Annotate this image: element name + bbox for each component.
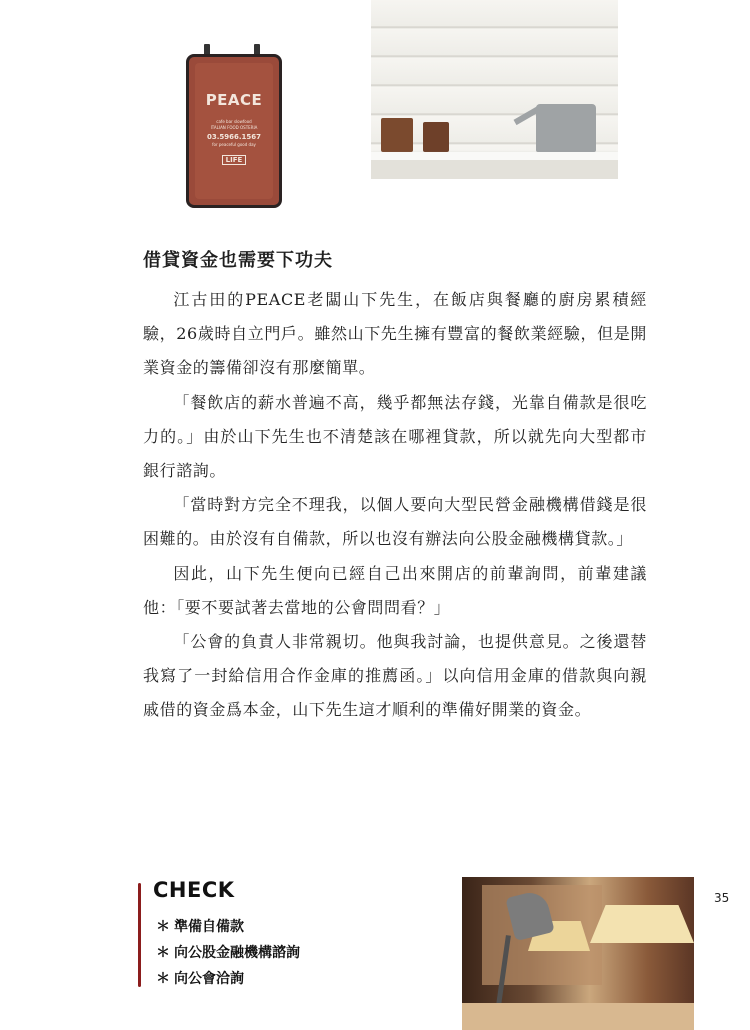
shelf-board [371, 152, 618, 160]
wooden-spool [423, 122, 449, 152]
sign-face [195, 63, 273, 199]
sign-badge: LIFE [222, 155, 247, 165]
check-item-text: 向公會洽詢 [174, 971, 244, 987]
sign-small-line2: ITALIAN FOOD OSTERIA [210, 125, 258, 130]
peace-sign-photo [184, 44, 282, 204]
asterisk-icon: ＊ [156, 919, 170, 935]
check-item-text: 向公股金融機構諮詢 [174, 945, 300, 961]
paragraph: 因此，山下先生便向已經自己出來開店的前輩詢問，前輩建議他：「要不要試著去當地的公會問問看？」 [143, 563, 647, 617]
lamp-shade [590, 905, 694, 943]
watering-can [536, 104, 596, 152]
article-body [143, 283, 647, 728]
shelf-wall [371, 160, 618, 179]
shelf-photo [371, 0, 618, 179]
check-item [156, 966, 300, 992]
asterisk-icon: ＊ [156, 971, 170, 987]
asterisk-icon: ＊ [156, 945, 170, 961]
wooden-spool [381, 118, 413, 152]
sign-frame [186, 54, 282, 208]
paragraph: 「公會的負責人非常親切。他與我討論，也提供意見。之後還替我寫了一封給信用合作金庫的推薦函。」以向信用金庫的借款與向親戚借的資金爲本金，山下先生這才順利的準備好開業的資金。 [143, 632, 647, 720]
check-title: CHECK [153, 878, 235, 902]
sign-phone: 03.5966.1567 [206, 133, 262, 141]
desk-lamp-photo [462, 877, 694, 1030]
section-title: 借貸資金也需要下功夫 [143, 250, 333, 271]
sign-small-line1: cafe bar slowfood [216, 119, 252, 124]
check-item [156, 940, 300, 966]
check-accent-rule [138, 883, 141, 987]
paragraph: 「餐飲店的薪水普遍不高，幾乎都無法存錢，光靠自備款是很吃力的。」由於山下先生也不清楚該在哪裡貸款，所以就先向大型都市銀行諮詢。 [143, 392, 647, 481]
check-item [156, 914, 300, 940]
desk [462, 1003, 694, 1030]
check-list [156, 914, 300, 992]
check-item-text: 準備自備款 [174, 919, 244, 935]
paragraph: 「當時對方完全不理我，以個人要向大型民營金融機構借錢是很困難的。由於沒有自備款，所以也沒有辦法向公股金融機構貸款。」 [143, 495, 647, 549]
page-number: 35 [714, 891, 730, 905]
paragraph: 江古田的PEACE老闆山下先生，在飯店與餐廳的廚房累積經驗，26歲時自立門戶。雖然山下先生擁有豐富的餐飲業經驗，但是開業資金的籌備卻沒有那麼簡單。 [143, 290, 647, 378]
sign-tagline: for peaceful good day [212, 142, 256, 147]
sign-title: PEACE [205, 91, 263, 109]
